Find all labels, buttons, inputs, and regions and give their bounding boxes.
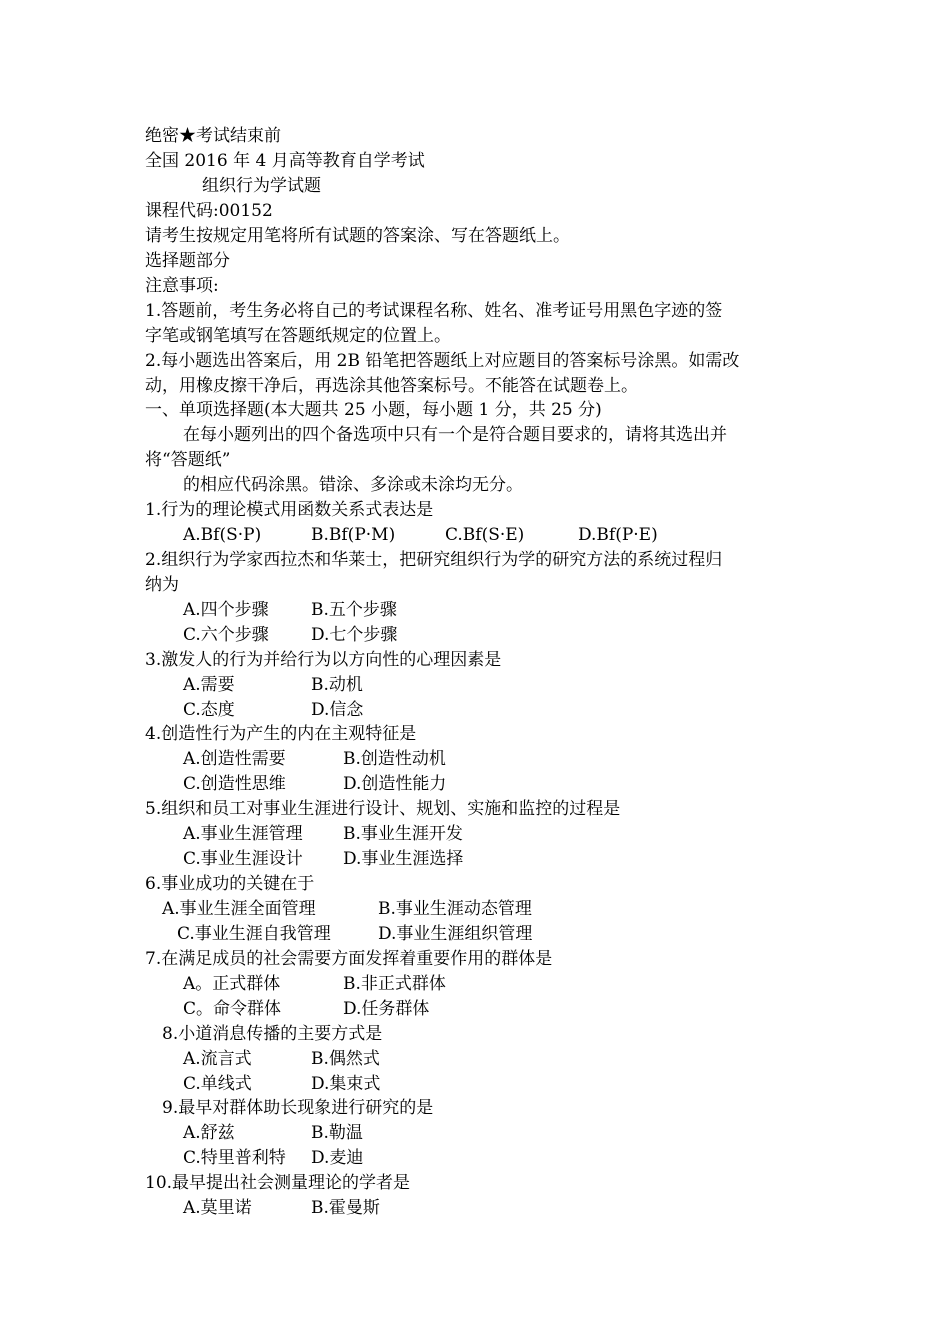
question-options xyxy=(0,997,950,1022)
question-stem: 3.激发人的行为并给行为以方向性的心理因素是 xyxy=(145,650,502,670)
question-stem: 7.在满足成员的社会需要方面发挥着重要作用的群体是 xyxy=(145,949,553,969)
option-a: A.舒兹 xyxy=(183,1123,235,1143)
note-1-line-1: 1.答题前，考生务必将自己的考试课程名称、姓名、准考证号用黑色字迹的签 xyxy=(145,301,723,321)
option-a: A.Bf(S·P) xyxy=(183,525,262,545)
option-b: B.五个步骤 xyxy=(311,600,397,620)
option-a: A.事业生涯管理 xyxy=(183,824,303,844)
option-b: B.非正式群体 xyxy=(343,974,446,994)
option-c: C.创造性思维 xyxy=(183,774,286,794)
option-b: B.创造性动机 xyxy=(343,749,446,769)
option-a: A.四个步骤 xyxy=(183,600,269,620)
option-b: B.勒温 xyxy=(311,1123,363,1143)
option-a: A.创造性需要 xyxy=(183,749,286,769)
part-1-desc-line-3: 的相应代码涂黑。错涂、多涂或未涂均无分。 xyxy=(183,475,523,495)
option-c: C.事业生涯设计 xyxy=(183,849,303,869)
option-d: D.麦迪 xyxy=(311,1148,364,1168)
question-options xyxy=(0,847,950,872)
page-title: 组织行为学试题 xyxy=(202,176,321,196)
option-c: C.Bf(S·E) xyxy=(445,525,525,545)
question-options xyxy=(0,922,950,947)
part-1-desc-line-2: 将“答题纸” xyxy=(145,450,231,470)
option-d: D.Bf(P·E) xyxy=(578,525,658,545)
question-stem: 1.行为的理论模式用函数关系式表达是 xyxy=(145,500,434,520)
option-b: B.Bf(P·M) xyxy=(311,525,396,545)
option-c: C。命令群体 xyxy=(183,999,282,1019)
option-a: A.莫里诺 xyxy=(183,1198,252,1218)
question-stem: 8.小道消息传播的主要方式是 xyxy=(162,1024,383,1044)
question-options xyxy=(0,673,950,698)
option-c: C.态度 xyxy=(183,700,235,720)
question-stem: 5.组织和员工对事业生涯进行设计、规划、实施和监控的过程是 xyxy=(145,799,621,819)
option-d: D.七个步骤 xyxy=(311,625,398,645)
notes-title: 注意事项: xyxy=(145,276,219,296)
question-options xyxy=(0,1196,950,1221)
option-d: D.集束式 xyxy=(311,1074,381,1094)
question-options xyxy=(0,1121,950,1146)
option-a: A.事业生涯全面管理 xyxy=(162,899,316,919)
option-c: C.单线式 xyxy=(183,1074,252,1094)
option-d: D.信念 xyxy=(311,700,364,720)
option-c: C.六个步骤 xyxy=(183,625,269,645)
option-d: D.任务群体 xyxy=(343,999,430,1019)
question-options xyxy=(0,523,950,548)
section-label: 选择题部分 xyxy=(145,251,230,271)
part-1-heading: 一、单项选择题(本大题共 25 小题，每小题 1 分，共 25 分) xyxy=(145,400,602,420)
question-options xyxy=(0,698,950,723)
option-d: D.创造性能力 xyxy=(343,774,447,794)
question-options xyxy=(0,747,950,772)
option-b: B.动机 xyxy=(311,675,363,695)
question-options xyxy=(0,1072,950,1097)
question-stem: 2.组织行为学家西拉杰和华莱士，把研究组织行为学的研究方法的系统过程归 xyxy=(145,550,723,570)
note-1-line-2: 字笔或钢笔填写在答题纸规定的位置上。 xyxy=(145,326,451,346)
question-options xyxy=(0,598,950,623)
secret-label: 绝密★考试结束前 xyxy=(145,126,281,146)
option-b: B.事业生涯动态管理 xyxy=(378,899,532,919)
note-2-line-2: 动，用橡皮擦干净后，再选涂其他答案标号。不能答在试题卷上。 xyxy=(145,376,638,396)
exam-name: 全国 2016 年 4 月高等教育自学考试 xyxy=(145,151,425,171)
question-options xyxy=(0,1047,950,1072)
option-d: D.事业生涯选择 xyxy=(343,849,464,869)
question-stem: 9.最早对群体助长现象进行研究的是 xyxy=(162,1098,434,1118)
part-1-desc-line-1: 在每小题列出的四个备选项中只有一个是符合题目要求的，请将其选出并 xyxy=(183,425,727,445)
question-options xyxy=(0,1146,950,1171)
question-stem-continued: 纳为 xyxy=(145,575,179,595)
option-d: D.事业生涯组织管理 xyxy=(378,924,533,944)
option-a: A。正式群体 xyxy=(183,974,281,994)
instruction-text: 请考生按规定用笔将所有试题的答案涂、写在答题纸上。 xyxy=(145,226,570,246)
option-b: B.霍曼斯 xyxy=(311,1198,380,1218)
option-a: A.流言式 xyxy=(183,1049,252,1069)
question-options xyxy=(0,623,950,648)
note-2-line-1: 2.每小题选出答案后，用 2B 铅笔把答题纸上对应题目的答案标号涂黑。如需改 xyxy=(145,351,740,371)
question-stem: 4.创造性行为产生的内在主观特征是 xyxy=(145,724,417,744)
question-options xyxy=(0,972,950,997)
option-b: B.偶然式 xyxy=(311,1049,380,1069)
option-b: B.事业生涯开发 xyxy=(343,824,463,844)
question-options xyxy=(0,772,950,797)
option-c: C.事业生涯自我管理 xyxy=(177,924,331,944)
course-code: 课程代码:00152 xyxy=(145,201,273,221)
option-a: A.需要 xyxy=(183,675,235,695)
question-options xyxy=(0,822,950,847)
question-stem: 10.最早提出社会测量理论的学者是 xyxy=(145,1173,411,1193)
question-stem: 6.事业成功的关键在于 xyxy=(145,874,315,894)
question-options xyxy=(0,897,950,922)
option-c: C.特里普利特 xyxy=(183,1148,286,1168)
